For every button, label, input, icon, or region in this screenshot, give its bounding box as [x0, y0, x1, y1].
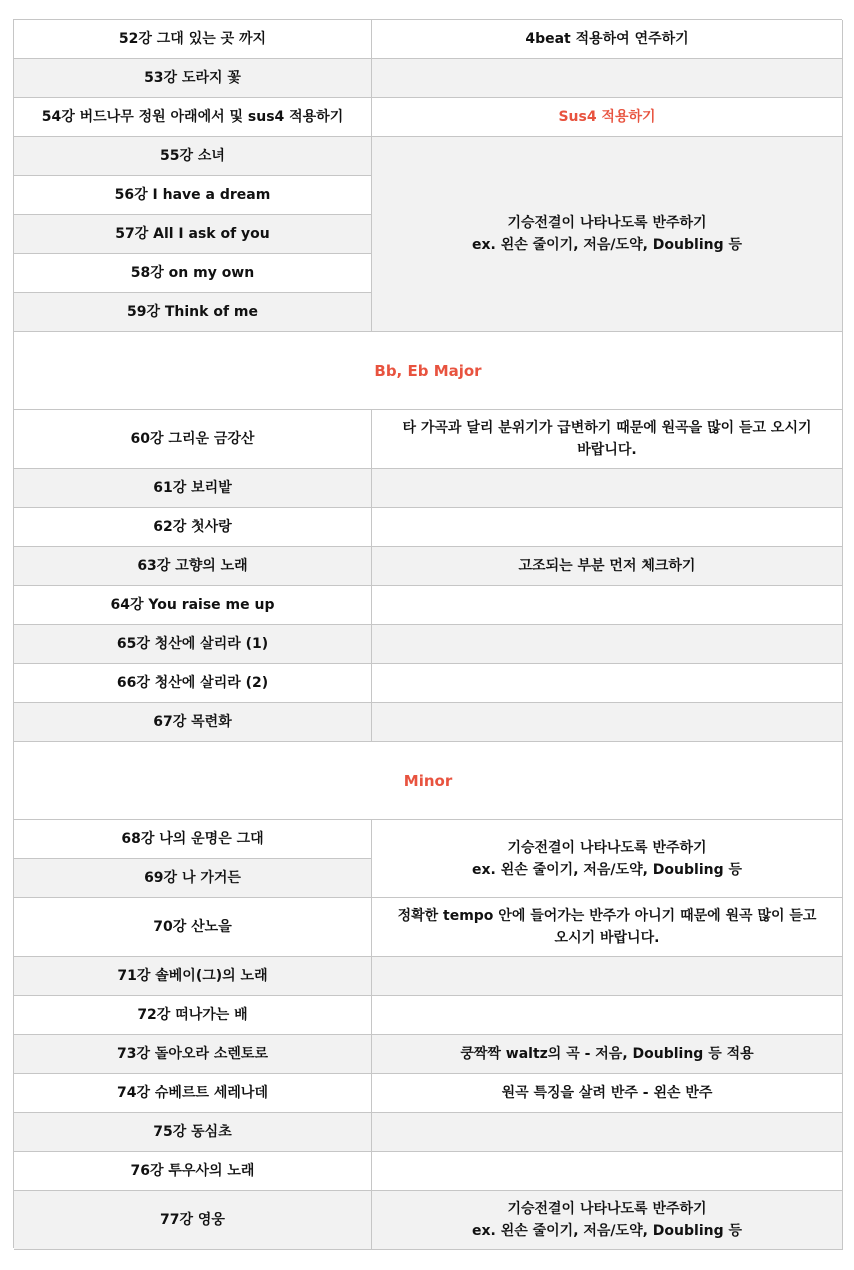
lesson-65: 65강 청산에 살리라 (1): [14, 625, 372, 664]
note-71: [372, 957, 843, 996]
lesson-62: 62강 첫사랑: [14, 508, 372, 547]
note-66: [372, 664, 843, 703]
lesson-74: 74강 슈베르트 세레나데: [14, 1074, 372, 1113]
lesson-66: 66강 청산에 살리라 (2): [14, 664, 372, 703]
note-67: [372, 703, 843, 742]
section-title-bb-eb-major: Bb, Eb Major: [14, 332, 843, 410]
note-55-59: 기승전결이 나타나도록 반주하기 ex. 왼손 줄이기, 저음/도약, Doubling 등: [372, 137, 843, 332]
lesson-68: 68강 나의 운명은 그대: [14, 820, 372, 859]
note-63: 고조되는 부분 먼저 체크하기: [372, 547, 843, 586]
lesson-56: 56강 I have a dream: [14, 176, 372, 215]
note-60: 타 가곡과 달리 분위기가 급변하기 때문에 원곡을 많이 듣고 오시기 바랍니다.: [372, 410, 843, 469]
note-74: 원곡 특징을 살려 반주 - 왼손 반주: [372, 1074, 843, 1113]
lesson-54: 54강 버드나무 정원 아래에서 및 sus4 적용하기: [14, 98, 372, 137]
lesson-77: 77강 영웅: [14, 1191, 372, 1250]
lesson-75: 75강 동심초: [14, 1113, 372, 1152]
lesson-58: 58강 on my own: [14, 254, 372, 293]
note-73: 쿵짝짝 waltz의 곡 - 저음, Doubling 등 적용: [372, 1035, 843, 1074]
note-70: 정확한 tempo 안에 들어가는 반주가 아니기 때문에 원곡 많이 듣고 오시기 바랍니다.: [372, 898, 843, 957]
note-62: [372, 508, 843, 547]
lesson-table: [13, 19, 842, 1248]
section-title-minor: Minor: [14, 742, 843, 820]
note-77: 기승전결이 나타나도록 반주하기 ex. 왼손 줄이기, 저음/도약, Doubling 등: [372, 1191, 843, 1250]
lesson-61: 61강 보리밭: [14, 469, 372, 508]
note-52: 4beat 적용하여 연주하기: [372, 20, 843, 59]
note-75: [372, 1113, 843, 1152]
lesson-67: 67강 목련화: [14, 703, 372, 742]
lesson-60: 60강 그리운 금강산: [14, 410, 372, 469]
lesson-55: 55강 소녀: [14, 137, 372, 176]
note-68-69: 기승전결이 나타나도록 반주하기 ex. 왼손 줄이기, 저음/도약, Doubling 등: [372, 820, 843, 898]
lesson-53: 53강 도라지 꽃: [14, 59, 372, 98]
note-53: [372, 59, 843, 98]
lesson-59: 59강 Think of me: [14, 293, 372, 332]
lesson-71: 71강 솔베이(그)의 노래: [14, 957, 372, 996]
lesson-76: 76강 투우사의 노래: [14, 1152, 372, 1191]
lesson-70: 70강 산노을: [14, 898, 372, 957]
note-65: [372, 625, 843, 664]
note-72: [372, 996, 843, 1035]
note-54: Sus4 적용하기: [372, 98, 843, 137]
lesson-69: 69강 나 가거든: [14, 859, 372, 898]
lesson-64: 64강 You raise me up: [14, 586, 372, 625]
lesson-63: 63강 고향의 노래: [14, 547, 372, 586]
lesson-73: 73강 돌아오라 소렌토로: [14, 1035, 372, 1074]
lesson-57: 57강 All I ask of you: [14, 215, 372, 254]
lesson-52: 52강 그대 있는 곳 까지: [14, 20, 372, 59]
lesson-72: 72강 떠나가는 배: [14, 996, 372, 1035]
note-61: [372, 469, 843, 508]
note-64: [372, 586, 843, 625]
note-76: [372, 1152, 843, 1191]
